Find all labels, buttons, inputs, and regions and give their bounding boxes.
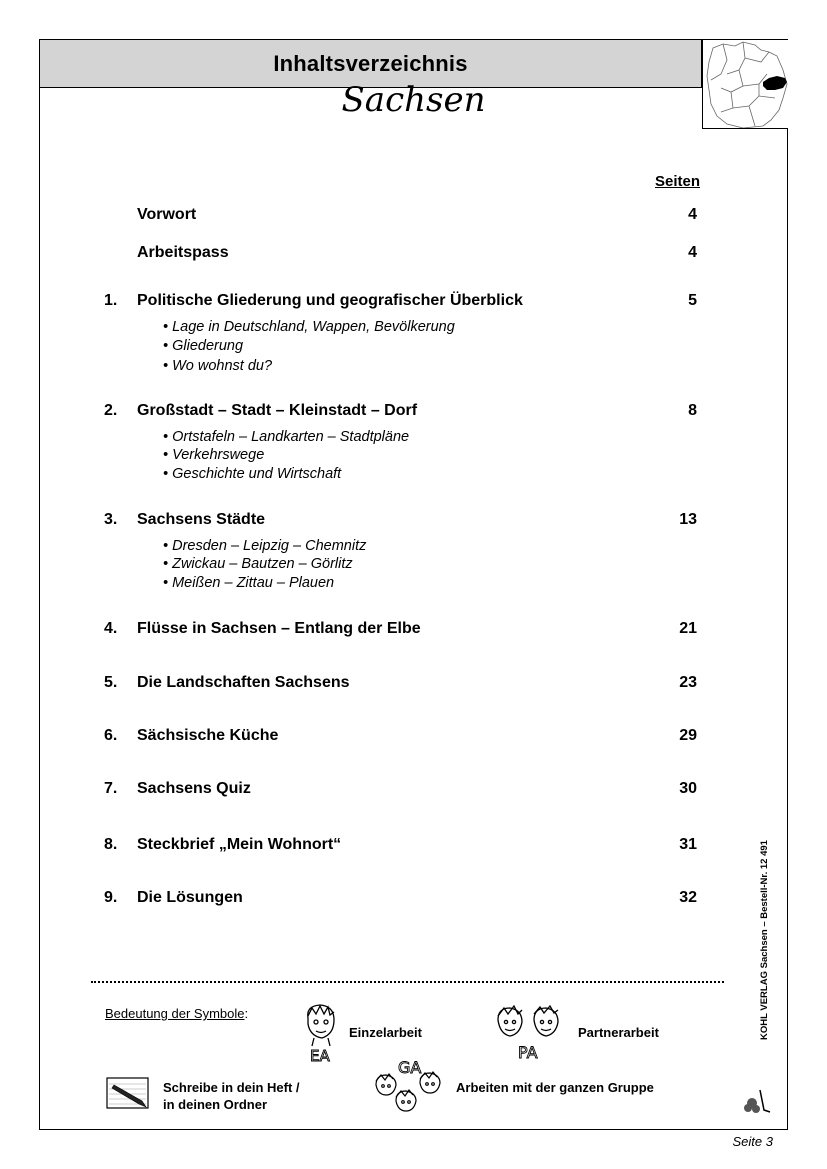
toc-subitem: • Verkehrswege [163,447,265,463]
toc-entry-page: 4 [688,206,697,223]
toc-entry-number: 6. [104,727,118,744]
toc-entry-number: 1. [104,292,118,309]
toc-entry [0,206,827,228]
toc-entry-number: 4. [104,620,118,637]
toc-entry-title: Die Lösungen [137,889,243,906]
toc-entry-page: 29 [679,727,697,744]
toc-entry-number: 3. [104,511,118,528]
toc-entry [0,620,827,642]
toc-entry-title: Flüsse in Sachsen – Entlang der Elbe [137,620,421,637]
toc-entry-title: Sächsische Küche [137,727,279,744]
toc-entry-title: Die Landschaften Sachsens [137,674,350,691]
notebook-icon [106,1077,149,1109]
toc-subitem: • Gliederung [163,338,244,354]
kohl-verlag-logo-icon [742,1046,772,1116]
toc-entry [0,674,827,696]
toc-entry-page: 5 [688,292,697,309]
toc-entry-page: 13 [679,511,697,528]
toc-subitem: • Lage in Deutschland, Wappen, Bevölkerung [163,319,455,335]
toc-entry [0,244,827,266]
page-frame [39,39,788,1130]
toc-entry-title: Vorwort [137,206,197,223]
legend-partnerarbeit: Partnerarbeit [578,1025,659,1040]
toc-entry-number: 7. [104,780,118,797]
legend-label-colon: : [244,1006,249,1021]
toc-entry-title: Politische Gliederung und geografischer Überblick [137,292,523,309]
legend-gruppenarbeit: Arbeiten mit der ganzen Gruppe [456,1080,654,1095]
toc-entry-title: Großstadt – Stadt – Kleinstadt – Dorf [137,402,418,419]
document-title: Sachsen [341,80,486,120]
gruppenarbeit-icon [372,1055,446,1115]
legend-heft-line1: Schreibe in dein Heft / [163,1080,300,1095]
toc-entry [0,780,827,802]
legend-heft [163,1079,300,1113]
legend-heft-line2: in deinen Ordner [163,1097,268,1112]
toc-entry [0,292,827,314]
toc-subitem: • Ortstafeln – Landkarten – Stadtpläne [163,429,410,445]
page-number: Seite 3 [732,1134,773,1149]
toc-subitem: • Dresden – Leipzig – Chemnitz [163,538,367,554]
legend-label-text: Bedeutung der Symbole [105,1006,245,1021]
toc-entry-title: Arbeitspass [137,244,229,261]
toc-entry-title: Steckbrief „Mein Wohnort“ [137,836,342,853]
toc-subitem: • Geschichte und Wirtschaft [163,466,342,482]
toc-entry [0,836,827,858]
legend-label [105,1006,248,1021]
toc-entry-number: 2. [104,402,118,419]
toc-entry-page: 4 [688,244,697,261]
einzelarbeit-icon [300,1002,342,1064]
toc-entry-title: Sachsens Städte [137,511,266,528]
toc-entry [0,889,827,911]
header-title: Inhaltsverzeichnis [273,50,468,76]
toc-entry [0,727,827,749]
toc-subitem: • Wo wohnst du? [163,358,273,374]
toc-entry-page: 21 [679,620,697,637]
toc-entry-page: 8 [688,402,697,419]
dotted-divider [91,981,724,983]
toc-entry-page: 23 [679,674,697,691]
pages-heading: Seiten [654,173,700,190]
toc-entry-title: Sachsens Quiz [137,780,251,797]
toc-entry-page: 31 [679,836,697,853]
partnerarbeit-icon [492,1004,564,1062]
gruppenarbeit-code: GA [398,1058,422,1077]
partnerarbeit-code: PA [518,1043,538,1062]
einzelarbeit-code: EA [310,1047,330,1064]
toc-subitem: • Zwickau – Bautzen – Görlitz [163,556,353,572]
toc-subitem: • Meißen – Zittau – Plauen [163,575,335,591]
toc-entry-number: 9. [104,889,118,906]
toc-entry [0,511,827,533]
toc-entry-page: 32 [679,889,697,906]
order-number: KOHL VERLAG Sachsen – Bestell-Nr. 12 491 [759,840,770,1040]
legend-einzelarbeit: Einzelarbeit [349,1025,422,1040]
toc-entry-number: 8. [104,836,118,853]
toc-entry-page: 30 [679,780,697,797]
toc-entry-number: 5. [104,674,118,691]
toc-entry [0,402,827,424]
